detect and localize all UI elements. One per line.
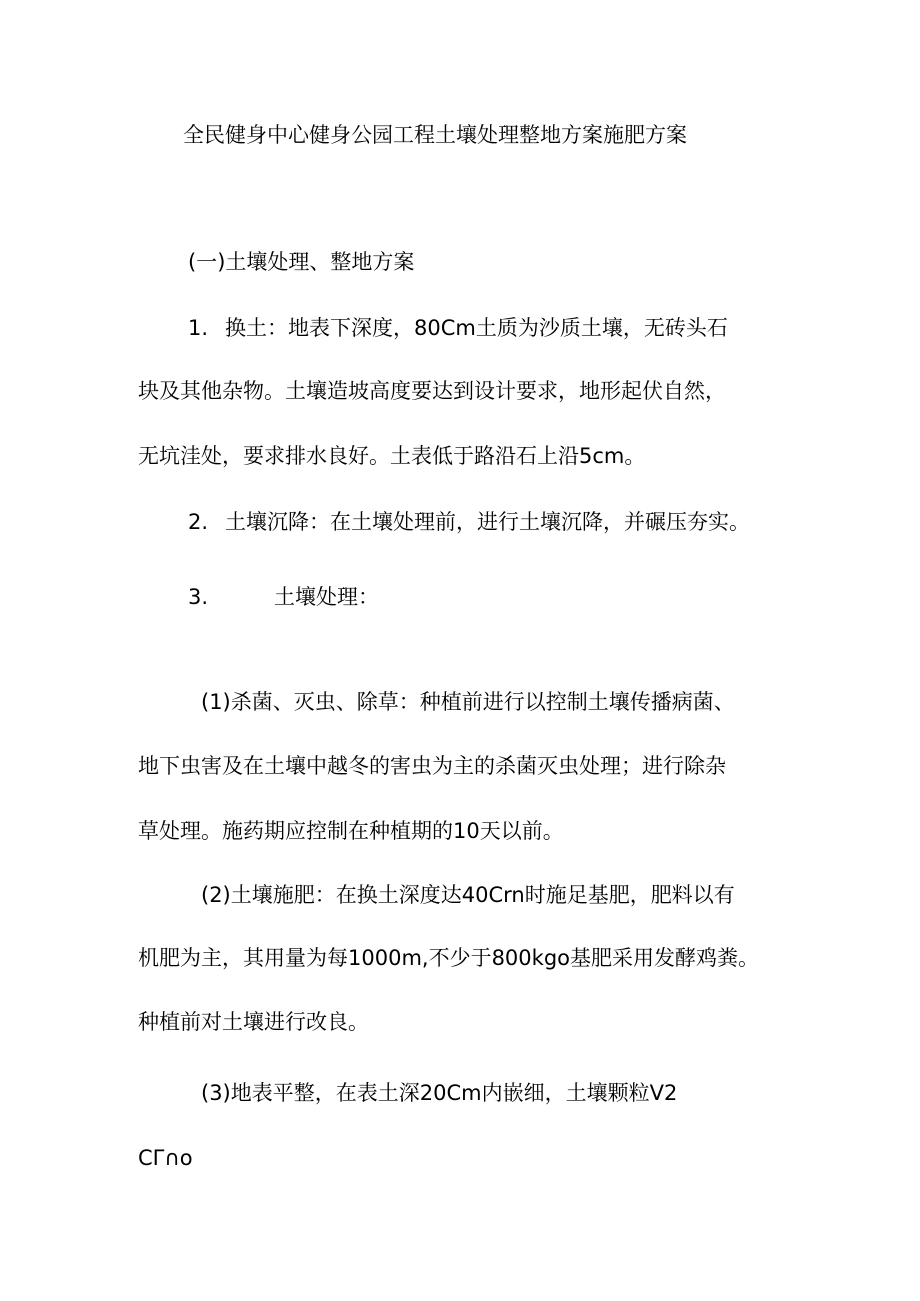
document-title: 全民健身中心健身公园工程土壤处理整地方案施肥方案 (183, 123, 687, 147)
item-3-line-1 (188, 582, 379, 612)
section-heading: (一)土壤处理、整地方案 (188, 250, 415, 274)
sub-3-line-1: (3)地表平整，在表土深20Cm内嵌细，土壤颗粒V2 (201, 1081, 678, 1105)
item-1-line-2: 块及其他杂物。土壤造坡高度要达到设计要求，地形起伏自然， (138, 379, 726, 403)
sub-2-line-1: (2)土壤施肥：在换土深度达40Crn时施足基肥，肥料以有 (201, 883, 735, 907)
sub-2-line-3: 种植前对土壤进行改良。 (138, 1010, 369, 1034)
item-3-number: 3. (188, 585, 209, 609)
sub-2-line-2: 机肥为主，其用量为每1000m,不少于800kgo基肥采用发酵鸡粪。 (138, 946, 759, 970)
sub-1-line-1: (1)杀菌、灭虫、除草：种植前进行以控制土壤传播病菌、 (201, 690, 735, 714)
item-1-line-3: 无坑洼处，要求排水良好。土表低于路沿石上沿5cm。 (138, 444, 646, 468)
sub-1-line-3: 草处理。施药期应控制在种植期的10天以前。 (138, 819, 564, 843)
item-2-text: 土壤沉降：在土壤处理前，进行土壤沉降，并碾压夯实。 (225, 510, 750, 534)
item-1-line-1 (188, 313, 728, 343)
sub-1-line-2: 地下虫害及在土壤中越冬的害虫为主的杀菌灭虫处理；进行除杂 (138, 754, 726, 778)
item-2-number: 2. (188, 510, 209, 534)
item-2-line-1 (188, 507, 750, 537)
item-1-number: 1. (188, 316, 209, 340)
sub-3-line-2: CΓ∩o (138, 1146, 193, 1170)
item-1-text: 换土：地表下深度，80Cm土质为沙质土壤，无砖头石 (225, 316, 728, 340)
item-3-text: 土壤处理： (274, 585, 379, 609)
